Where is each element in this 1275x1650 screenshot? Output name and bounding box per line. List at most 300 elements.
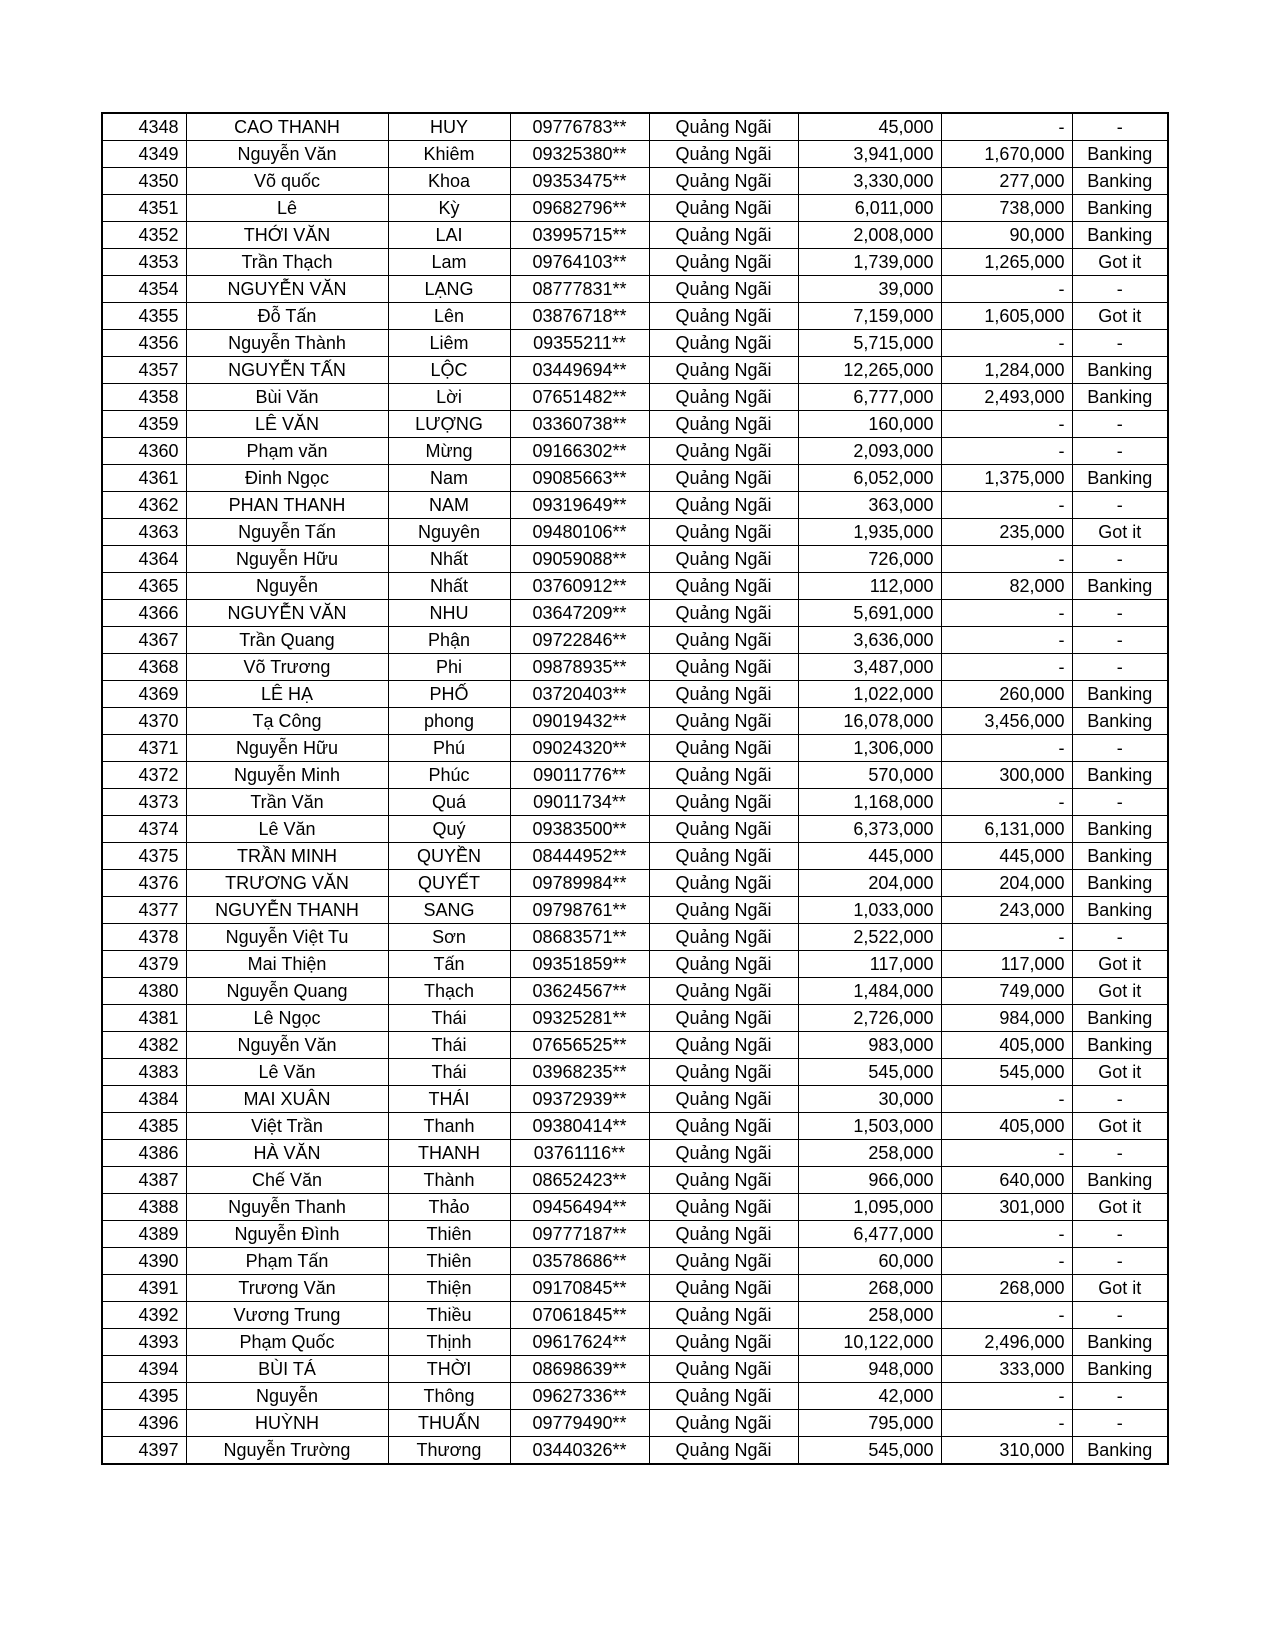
cell-row-number: 4355 <box>102 303 186 330</box>
cell-row-number: 4369 <box>102 681 186 708</box>
cell-paid-amount: - <box>941 627 1072 654</box>
cell-last-name: Võ Trương <box>186 654 388 681</box>
cell-row-number: 4351 <box>102 195 186 222</box>
cell-amount: 39,000 <box>798 276 941 303</box>
cell-phone: 09456494** <box>510 1194 649 1221</box>
cell-phone: 03760912** <box>510 573 649 600</box>
cell-first-name: LAI <box>388 222 510 249</box>
cell-first-name: QUYẾT <box>388 870 510 897</box>
table-row <box>102 113 1168 141</box>
cell-method: - <box>1072 1086 1168 1113</box>
cell-province: Quảng Ngãi <box>649 762 798 789</box>
cell-row-number: 4385 <box>102 1113 186 1140</box>
cell-province: Quảng Ngãi <box>649 1383 798 1410</box>
cell-method: Banking <box>1072 1356 1168 1383</box>
cell-province: Quảng Ngãi <box>649 627 798 654</box>
table-row <box>102 492 1168 519</box>
cell-row-number: 4393 <box>102 1329 186 1356</box>
cell-paid-amount: - <box>941 600 1072 627</box>
table-row <box>102 546 1168 573</box>
cell-method: - <box>1072 492 1168 519</box>
cell-province: Quảng Ngãi <box>649 1140 798 1167</box>
cell-last-name: Trần Quang <box>186 627 388 654</box>
cell-first-name: Phận <box>388 627 510 654</box>
cell-phone: 03647209** <box>510 600 649 627</box>
cell-paid-amount: - <box>941 1383 1072 1410</box>
cell-amount: 2,726,000 <box>798 1005 941 1032</box>
table-row <box>102 1221 1168 1248</box>
cell-phone: 08444952** <box>510 843 649 870</box>
cell-amount: 30,000 <box>798 1086 941 1113</box>
cell-paid-amount: 1,284,000 <box>941 357 1072 384</box>
table-row <box>102 519 1168 546</box>
cell-amount: 983,000 <box>798 1032 941 1059</box>
cell-row-number: 4373 <box>102 789 186 816</box>
table-row <box>102 573 1168 600</box>
cell-amount: 6,373,000 <box>798 816 941 843</box>
cell-phone: 03995715** <box>510 222 649 249</box>
cell-first-name: Thái <box>388 1059 510 1086</box>
cell-province: Quảng Ngãi <box>649 411 798 438</box>
cell-province: Quảng Ngãi <box>649 843 798 870</box>
cell-amount: 7,159,000 <box>798 303 941 330</box>
cell-amount: 258,000 <box>798 1302 941 1329</box>
table-row <box>102 411 1168 438</box>
cell-method: Banking <box>1072 141 1168 168</box>
table-row <box>102 870 1168 897</box>
cell-method: Banking <box>1072 870 1168 897</box>
cell-first-name: Lam <box>388 249 510 276</box>
cell-first-name: Phúc <box>388 762 510 789</box>
cell-amount: 1,739,000 <box>798 249 941 276</box>
cell-first-name: QUYỀN <box>388 843 510 870</box>
cell-method: Banking <box>1072 843 1168 870</box>
cell-paid-amount: 243,000 <box>941 897 1072 924</box>
cell-last-name: Nguyễn Hữu <box>186 546 388 573</box>
cell-first-name: THỜI <box>388 1356 510 1383</box>
cell-amount: 545,000 <box>798 1437 941 1465</box>
cell-last-name: Phạm Tấn <box>186 1248 388 1275</box>
table-row <box>102 168 1168 195</box>
cell-method: - <box>1072 411 1168 438</box>
cell-amount: 5,715,000 <box>798 330 941 357</box>
cell-method: - <box>1072 438 1168 465</box>
cell-phone: 08683571** <box>510 924 649 951</box>
cell-paid-amount: - <box>941 492 1072 519</box>
cell-province: Quảng Ngãi <box>649 924 798 951</box>
cell-phone: 09798761** <box>510 897 649 924</box>
cell-paid-amount: 301,000 <box>941 1194 1072 1221</box>
cell-method: - <box>1072 1248 1168 1275</box>
cell-amount: 1,033,000 <box>798 897 941 924</box>
cell-last-name: Lê Văn <box>186 1059 388 1086</box>
cell-row-number: 4362 <box>102 492 186 519</box>
cell-method: Got it <box>1072 1059 1168 1086</box>
table-row <box>102 1383 1168 1410</box>
cell-first-name: Thái <box>388 1005 510 1032</box>
cell-row-number: 4358 <box>102 384 186 411</box>
cell-paid-amount: - <box>941 1248 1072 1275</box>
cell-paid-amount: - <box>941 411 1072 438</box>
cell-row-number: 4365 <box>102 573 186 600</box>
table-row <box>102 384 1168 411</box>
data-table <box>101 112 1169 1465</box>
cell-last-name: Lê Văn <box>186 816 388 843</box>
cell-phone: 03876718** <box>510 303 649 330</box>
cell-first-name: Phú <box>388 735 510 762</box>
table-row <box>102 627 1168 654</box>
cell-last-name: Lê Ngọc <box>186 1005 388 1032</box>
cell-row-number: 4353 <box>102 249 186 276</box>
cell-row-number: 4377 <box>102 897 186 924</box>
cell-last-name: Nguyễn Minh <box>186 762 388 789</box>
cell-paid-amount: - <box>941 735 1072 762</box>
cell-method: Got it <box>1072 1194 1168 1221</box>
cell-amount: 1,935,000 <box>798 519 941 546</box>
cell-row-number: 4375 <box>102 843 186 870</box>
cell-paid-amount: 1,265,000 <box>941 249 1072 276</box>
cell-first-name: Thương <box>388 1437 510 1465</box>
cell-amount: 258,000 <box>798 1140 941 1167</box>
cell-row-number: 4384 <box>102 1086 186 1113</box>
cell-province: Quảng Ngãi <box>649 1167 798 1194</box>
cell-phone: 07061845** <box>510 1302 649 1329</box>
cell-first-name: Sơn <box>388 924 510 951</box>
cell-province: Quảng Ngãi <box>649 141 798 168</box>
cell-paid-amount: 984,000 <box>941 1005 1072 1032</box>
cell-row-number: 4352 <box>102 222 186 249</box>
cell-row-number: 4370 <box>102 708 186 735</box>
cell-province: Quảng Ngãi <box>649 1248 798 1275</box>
table-row <box>102 897 1168 924</box>
cell-province: Quảng Ngãi <box>649 1113 798 1140</box>
cell-amount: 3,636,000 <box>798 627 941 654</box>
cell-row-number: 4367 <box>102 627 186 654</box>
cell-row-number: 4380 <box>102 978 186 1005</box>
cell-first-name: HUY <box>388 113 510 141</box>
cell-phone: 09617624** <box>510 1329 649 1356</box>
cell-phone: 09878935** <box>510 654 649 681</box>
cell-phone: 09325281** <box>510 1005 649 1032</box>
cell-last-name: Nguyễn Văn <box>186 141 388 168</box>
cell-first-name: THÁI <box>388 1086 510 1113</box>
cell-phone: 09019432** <box>510 708 649 735</box>
table-row <box>102 438 1168 465</box>
cell-amount: 112,000 <box>798 573 941 600</box>
cell-province: Quảng Ngãi <box>649 303 798 330</box>
cell-last-name: Lê <box>186 195 388 222</box>
cell-paid-amount: - <box>941 330 1072 357</box>
cell-paid-amount: 3,456,000 <box>941 708 1072 735</box>
table-row <box>102 276 1168 303</box>
cell-province: Quảng Ngãi <box>649 1356 798 1383</box>
cell-last-name: NGUYỄN VĂN <box>186 276 388 303</box>
cell-last-name: Trần Thạch <box>186 249 388 276</box>
cell-province: Quảng Ngãi <box>649 438 798 465</box>
cell-phone: 09011776** <box>510 762 649 789</box>
cell-phone: 03968235** <box>510 1059 649 1086</box>
cell-method: - <box>1072 1302 1168 1329</box>
cell-method: Got it <box>1072 303 1168 330</box>
cell-first-name: Nhất <box>388 573 510 600</box>
cell-phone: 08652423** <box>510 1167 649 1194</box>
cell-method: - <box>1072 627 1168 654</box>
cell-province: Quảng Ngãi <box>649 113 798 141</box>
cell-phone: 09059088** <box>510 546 649 573</box>
cell-first-name: Kỳ <box>388 195 510 222</box>
cell-first-name: Thanh <box>388 1113 510 1140</box>
cell-first-name: Tấn <box>388 951 510 978</box>
cell-last-name: Phạm văn <box>186 438 388 465</box>
cell-row-number: 4359 <box>102 411 186 438</box>
table-row <box>102 681 1168 708</box>
cell-amount: 60,000 <box>798 1248 941 1275</box>
cell-last-name: TRẦN MINH <box>186 843 388 870</box>
cell-last-name: Chế Văn <box>186 1167 388 1194</box>
cell-first-name: LỘC <box>388 357 510 384</box>
cell-phone: 09764103** <box>510 249 649 276</box>
cell-phone: 09011734** <box>510 789 649 816</box>
cell-method: Banking <box>1072 465 1168 492</box>
cell-amount: 948,000 <box>798 1356 941 1383</box>
cell-row-number: 4394 <box>102 1356 186 1383</box>
cell-last-name: HÀ VĂN <box>186 1140 388 1167</box>
cell-last-name: Đỗ Tấn <box>186 303 388 330</box>
cell-method: Banking <box>1072 681 1168 708</box>
cell-method: - <box>1072 735 1168 762</box>
cell-phone: 09480106** <box>510 519 649 546</box>
cell-last-name: Nguyễn <box>186 1383 388 1410</box>
cell-phone: 09372939** <box>510 1086 649 1113</box>
cell-paid-amount: - <box>941 546 1072 573</box>
cell-province: Quảng Ngãi <box>649 1005 798 1032</box>
cell-last-name: THỚI VĂN <box>186 222 388 249</box>
table-row <box>102 924 1168 951</box>
cell-province: Quảng Ngãi <box>649 195 798 222</box>
cell-first-name: phong <box>388 708 510 735</box>
cell-paid-amount: 90,000 <box>941 222 1072 249</box>
cell-province: Quảng Ngãi <box>649 681 798 708</box>
cell-amount: 2,008,000 <box>798 222 941 249</box>
cell-province: Quảng Ngãi <box>649 1329 798 1356</box>
cell-row-number: 4350 <box>102 168 186 195</box>
cell-province: Quảng Ngãi <box>649 978 798 1005</box>
cell-paid-amount: 738,000 <box>941 195 1072 222</box>
cell-phone: 09627336** <box>510 1383 649 1410</box>
cell-province: Quảng Ngãi <box>649 249 798 276</box>
cell-phone: 07656525** <box>510 1032 649 1059</box>
cell-row-number: 4387 <box>102 1167 186 1194</box>
cell-first-name: Quý <box>388 816 510 843</box>
cell-first-name: Lời <box>388 384 510 411</box>
cell-method: Banking <box>1072 1437 1168 1465</box>
cell-first-name: Khiêm <box>388 141 510 168</box>
cell-method: - <box>1072 1383 1168 1410</box>
cell-amount: 570,000 <box>798 762 941 789</box>
table-row <box>102 330 1168 357</box>
cell-paid-amount: 1,670,000 <box>941 141 1072 168</box>
cell-last-name: HUỲNH <box>186 1410 388 1437</box>
cell-phone: 08698639** <box>510 1356 649 1383</box>
cell-method: - <box>1072 1221 1168 1248</box>
cell-first-name: Nhất <box>388 546 510 573</box>
cell-first-name: Thiên <box>388 1248 510 1275</box>
cell-paid-amount: 1,605,000 <box>941 303 1072 330</box>
cell-paid-amount: - <box>941 113 1072 141</box>
cell-first-name: Quá <box>388 789 510 816</box>
cell-last-name: Nguyễn <box>186 573 388 600</box>
cell-first-name: NAM <box>388 492 510 519</box>
cell-phone: 07651482** <box>510 384 649 411</box>
cell-province: Quảng Ngãi <box>649 546 798 573</box>
cell-row-number: 4381 <box>102 1005 186 1032</box>
cell-amount: 3,941,000 <box>798 141 941 168</box>
cell-first-name: Nam <box>388 465 510 492</box>
cell-method: Banking <box>1072 1005 1168 1032</box>
cell-amount: 6,011,000 <box>798 195 941 222</box>
cell-paid-amount: - <box>941 924 1072 951</box>
table-row <box>102 1086 1168 1113</box>
table-row <box>102 978 1168 1005</box>
cell-province: Quảng Ngãi <box>649 384 798 411</box>
cell-phone: 03578686** <box>510 1248 649 1275</box>
cell-first-name: Thành <box>388 1167 510 1194</box>
cell-method: Got it <box>1072 249 1168 276</box>
cell-paid-amount: - <box>941 1221 1072 1248</box>
cell-phone: 09789984** <box>510 870 649 897</box>
cell-province: Quảng Ngãi <box>649 1275 798 1302</box>
cell-last-name: Nguyễn Hữu <box>186 735 388 762</box>
cell-paid-amount: 405,000 <box>941 1113 1072 1140</box>
cell-amount: 3,330,000 <box>798 168 941 195</box>
cell-last-name: Võ quốc <box>186 168 388 195</box>
cell-last-name: Trương Văn <box>186 1275 388 1302</box>
cell-amount: 42,000 <box>798 1383 941 1410</box>
cell-row-number: 4361 <box>102 465 186 492</box>
cell-phone: 09777187** <box>510 1221 649 1248</box>
cell-amount: 6,052,000 <box>798 465 941 492</box>
cell-paid-amount: - <box>941 789 1072 816</box>
cell-method: - <box>1072 600 1168 627</box>
cell-phone: 03624567** <box>510 978 649 1005</box>
cell-paid-amount: - <box>941 438 1072 465</box>
cell-row-number: 4382 <box>102 1032 186 1059</box>
cell-row-number: 4379 <box>102 951 186 978</box>
cell-paid-amount: 2,493,000 <box>941 384 1072 411</box>
cell-method: - <box>1072 924 1168 951</box>
cell-first-name: Phi <box>388 654 510 681</box>
cell-row-number: 4383 <box>102 1059 186 1086</box>
cell-paid-amount: 310,000 <box>941 1437 1072 1465</box>
cell-first-name: Thịnh <box>388 1329 510 1356</box>
cell-last-name: MAI XUÂN <box>186 1086 388 1113</box>
table-row <box>102 1032 1168 1059</box>
cell-method: Banking <box>1072 708 1168 735</box>
cell-last-name: Nguyễn Tấn <box>186 519 388 546</box>
cell-row-number: 4390 <box>102 1248 186 1275</box>
cell-amount: 1,306,000 <box>798 735 941 762</box>
table-row <box>102 708 1168 735</box>
table-row <box>102 843 1168 870</box>
cell-province: Quảng Ngãi <box>649 600 798 627</box>
cell-phone: 03449694** <box>510 357 649 384</box>
cell-method: Banking <box>1072 1329 1168 1356</box>
cell-province: Quảng Ngãi <box>649 357 798 384</box>
cell-method: Banking <box>1072 357 1168 384</box>
cell-phone: 03360738** <box>510 411 649 438</box>
cell-amount: 16,078,000 <box>798 708 941 735</box>
cell-amount: 1,168,000 <box>798 789 941 816</box>
cell-phone: 03720403** <box>510 681 649 708</box>
cell-paid-amount: - <box>941 1086 1072 1113</box>
cell-first-name: Liêm <box>388 330 510 357</box>
table-row <box>102 222 1168 249</box>
cell-last-name: Vương Trung <box>186 1302 388 1329</box>
cell-method: - <box>1072 113 1168 141</box>
cell-first-name: THANH <box>388 1140 510 1167</box>
cell-paid-amount: 260,000 <box>941 681 1072 708</box>
cell-last-name: Nguyễn Thanh <box>186 1194 388 1221</box>
cell-row-number: 4396 <box>102 1410 186 1437</box>
cell-row-number: 4366 <box>102 600 186 627</box>
cell-row-number: 4356 <box>102 330 186 357</box>
cell-row-number: 4354 <box>102 276 186 303</box>
cell-province: Quảng Ngãi <box>649 330 798 357</box>
table-row <box>102 141 1168 168</box>
table-row <box>102 816 1168 843</box>
table-row <box>102 465 1168 492</box>
cell-province: Quảng Ngãi <box>649 1194 798 1221</box>
cell-province: Quảng Ngãi <box>649 816 798 843</box>
table-body <box>102 113 1168 1464</box>
cell-province: Quảng Ngãi <box>649 951 798 978</box>
table-row <box>102 762 1168 789</box>
cell-last-name: Nguyễn Đình <box>186 1221 388 1248</box>
table-row <box>102 735 1168 762</box>
cell-amount: 795,000 <box>798 1410 941 1437</box>
cell-paid-amount: - <box>941 1410 1072 1437</box>
cell-first-name: THUẤN <box>388 1410 510 1437</box>
table-row <box>102 195 1168 222</box>
cell-paid-amount: 405,000 <box>941 1032 1072 1059</box>
cell-phone: 09351859** <box>510 951 649 978</box>
cell-method: Banking <box>1072 816 1168 843</box>
cell-method: - <box>1072 330 1168 357</box>
cell-last-name: Bùi Văn <box>186 384 388 411</box>
cell-province: Quảng Ngãi <box>649 168 798 195</box>
table-row <box>102 654 1168 681</box>
cell-phone: 03440326** <box>510 1437 649 1465</box>
table-row <box>102 1275 1168 1302</box>
cell-row-number: 4389 <box>102 1221 186 1248</box>
cell-row-number: 4363 <box>102 519 186 546</box>
cell-amount: 2,093,000 <box>798 438 941 465</box>
cell-method: Banking <box>1072 168 1168 195</box>
cell-paid-amount: 545,000 <box>941 1059 1072 1086</box>
table-row <box>102 600 1168 627</box>
cell-last-name: Đinh Ngọc <box>186 465 388 492</box>
cell-paid-amount: 82,000 <box>941 573 1072 600</box>
cell-last-name: LÊ VĂN <box>186 411 388 438</box>
cell-first-name: SANG <box>388 897 510 924</box>
cell-amount: 5,691,000 <box>798 600 941 627</box>
cell-amount: 117,000 <box>798 951 941 978</box>
cell-method: Banking <box>1072 1032 1168 1059</box>
cell-phone: 09722846** <box>510 627 649 654</box>
cell-row-number: 4395 <box>102 1383 186 1410</box>
cell-paid-amount: 1,375,000 <box>941 465 1072 492</box>
cell-last-name: Phạm Quốc <box>186 1329 388 1356</box>
